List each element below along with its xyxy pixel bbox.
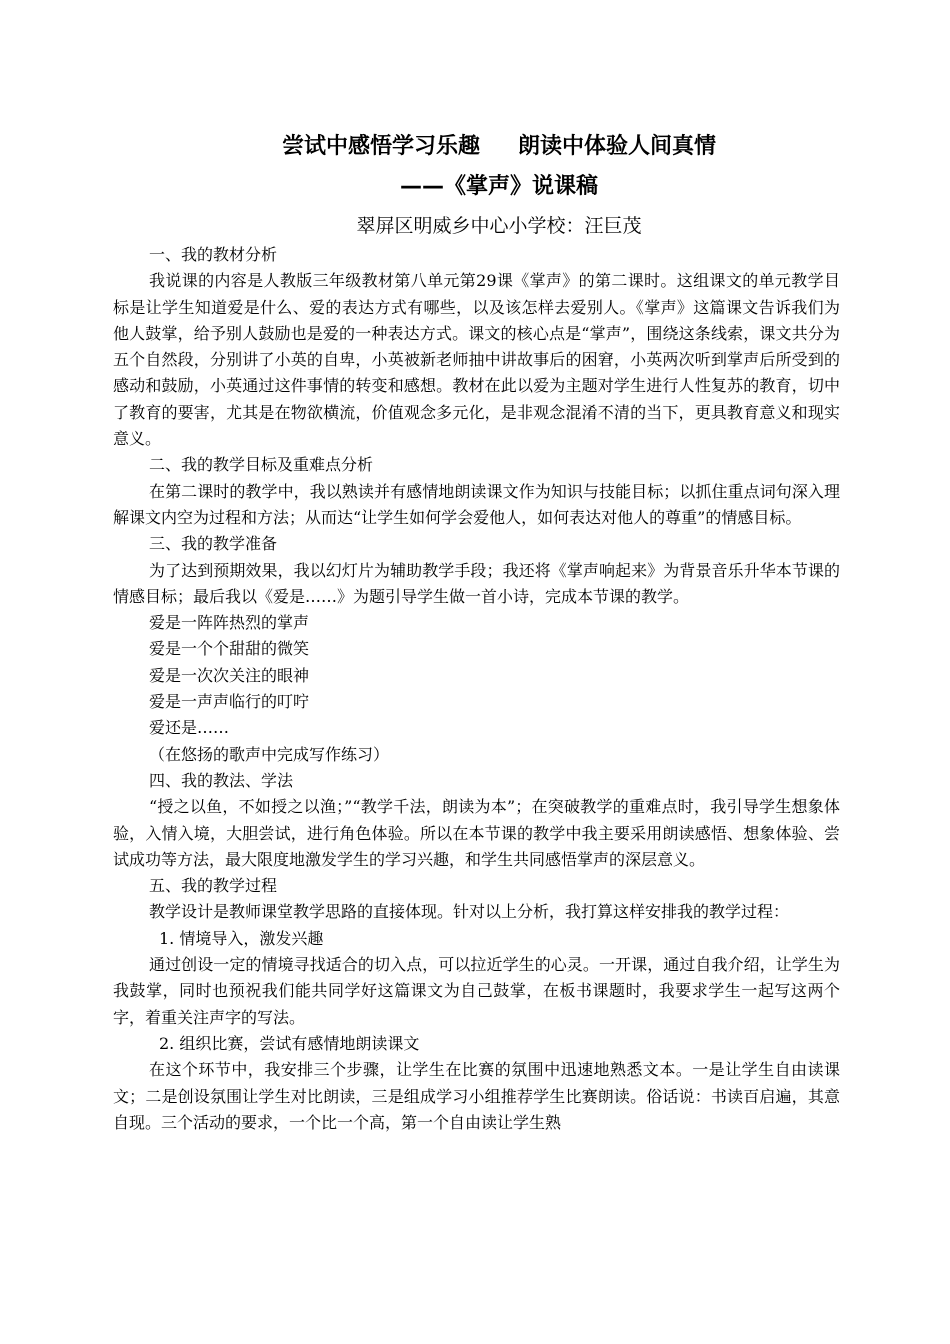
poem-line: 爱是一个个甜甜的微笑 [149,639,310,659]
subsection-heading-1: 1. 情境导入，激发兴趣 [159,928,324,948]
poem-line: 爱是一次次关注的眼神 [149,665,310,685]
body-paragraph: 教学设计是教师课堂教学思路的直接体现。针对以上分析，我打算这样安排我的教学过程： [149,902,790,922]
section-heading-1: 一、我的教材分析 [149,245,278,264]
poem-line: 爱是一声声临行的叮咛 [149,692,310,712]
title-part-2: 朗读中体验人间真情 [518,134,717,159]
page-subtitle: ——《掌声》说课稿 [399,174,598,199]
poem-line: 爱还是…… [149,718,230,738]
author-line: 翠屏区明威乡中心小学校：汪巨茂 [356,215,642,237]
body-paragraph: 我说课的内容是人教版三年级教材第八单元第29课《掌声》的第二课时。这组课文的单元教学目标是让学生知道爱是什么、爱的表达方式有哪些，以及该怎样去爱别人。《掌声》这篇课文告诉我们为他人鼓掌，给予别人鼓励也是爱的一种表达方式。课文的核心点是“掌声”，围绕这条线索，课文共分为五个自然段，分别讲了小英的自卑，小英被新老师抽中讲故事后的困窘，小英两次听到掌声后所受到的感动和鼓励，小英通过这件事情的转变和感想。教材在此以爱为主题对学生进行人性复苏的教育，切中了教育的要害，尤其是在物欲横流，价值观念多元化，是非观念混淆不清的当下，更具教育意义和现实意义。 [113,271,840,449]
document-page [113,130,840,1136]
section-heading-3: 三、我的教学准备 [149,534,278,554]
body-paragraph: 在这个环节中，我安排三个步骤，让学生在比赛的氛围中迅速地熟悉文本。一是让学生自由读课文；二是创设氛围让学生对比朗读，三是组成学习小组推荐学生比赛朗读。俗话说：书读百启遍，其意自现。三个活动的要求，一个比一个高，第一个自由读让学生熟 [113,1060,840,1132]
page-title [113,130,840,170]
subsection-heading-2: 2. 组织比赛，尝试有感情地朗读课文 [159,1033,420,1053]
poem-line: 爱是一阵阵热烈的掌声 [149,613,310,633]
poem-note: （在悠扬的歌声中完成写作练习） [149,744,390,764]
body-paragraph: 为了达到预期效果，我以幻灯片为辅助教学手段；我还将《掌声响起来》为背景音乐升华本节课的情感目标；最后我以《爱是……》为题引导学生做一首小诗，完成本节课的教学。 [113,560,840,606]
section-heading-4: 四、我的教法、学法 [149,770,294,790]
body-paragraph: 在第二课时的教学中，我以熟读并有感情地朗读课文作为知识与技能目标；以抓住重点词句深入理解课文内空为过程和方法；从而达“让学生如何学会爱他人，如何表达对他人的尊重”的情感目标。 [113,481,840,527]
title-part-1: 尝试中感悟学习乐趣 [281,134,480,159]
body-paragraph: “授之以鱼，不如授之以渔；”“教学千法，朗读为本”；在突破教学的重难点时，我引导学生想象体验，入情入境，大胆尝试，进行角色体验。所以在本节课的教学中我主要采用朗读感悟、想象体验、尝试成功等方法，最大限度地激发学生的学习兴趣，和学生共同感悟掌声的深层意义。 [113,797,840,869]
section-heading-2: 二、我的教学目标及重难点分析 [149,455,374,475]
body-paragraph: 通过创设一定的情境寻找适合的切入点，可以拉近学生的心灵。一开课，通过自我介绍，让学生为我鼓掌，同时也预祝我们能共同学好这篇课文为自己鼓掌，在板书课题时，我要求学生一起写这两个字，着重关注声字的写法。 [113,955,840,1027]
section-heading-5: 五、我的教学过程 [149,876,278,896]
